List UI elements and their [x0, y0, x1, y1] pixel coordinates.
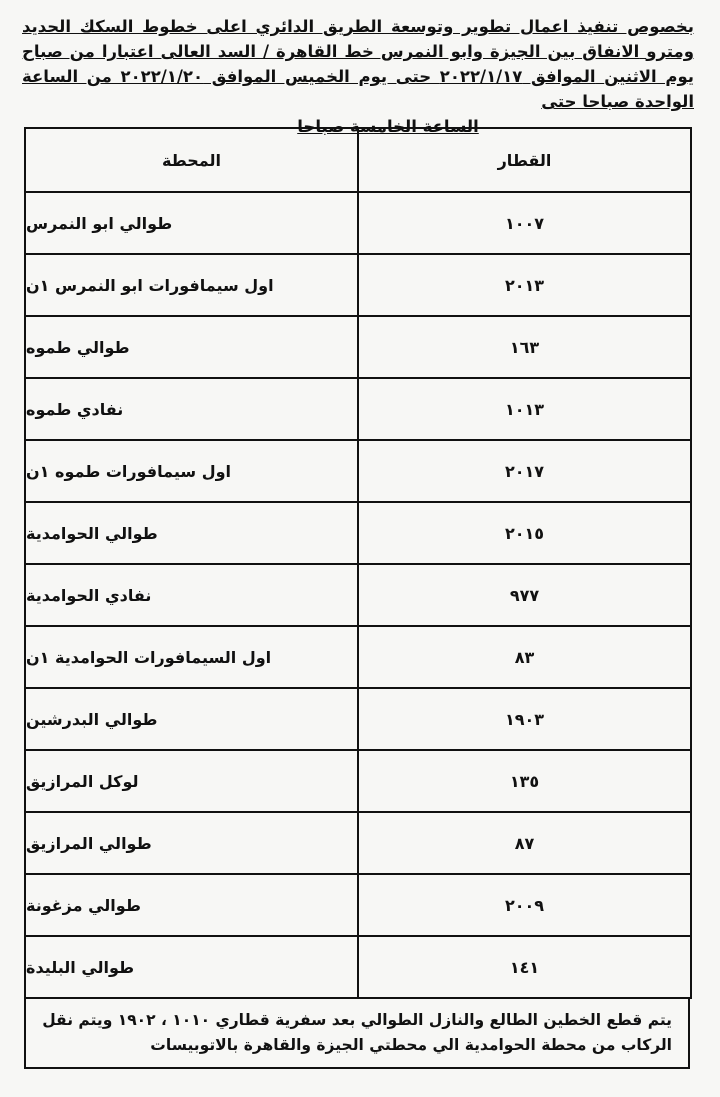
station-name [25, 626, 358, 688]
train-schedule-table [24, 127, 692, 999]
table-row [25, 936, 691, 998]
station-label: طوالي المرازيق [26, 833, 152, 853]
table-row [25, 192, 691, 254]
station-label: اول سيمافورات طموه ١ن [26, 461, 231, 481]
train-number: ١٩٠٣ [358, 688, 691, 750]
table-row [25, 564, 691, 626]
header-line-2: الانفاق بين الجيزة وابو النمرس خط القاهرة / السد العالى اعتبارا من صباح يوم الاثنين [22, 42, 694, 86]
station-name [25, 502, 358, 564]
train-number: ٨٣ [358, 626, 691, 688]
header-line-3: الموافق ٢٠٢٢/١/١٧ حتى يوم الخميس الموافق ٢٠٢٢/١/٢٠ من الساعة الواحدة صباحا حتى [22, 67, 694, 111]
station-label: طوالي مزغونة [26, 895, 141, 915]
train-number: ٢٠١٧ [358, 440, 691, 502]
train-number: ٢٠١٥ [358, 502, 691, 564]
station-name [25, 936, 358, 998]
train-number: ١٠١٣ [358, 378, 691, 440]
train-number: ٢٠١٣ [358, 254, 691, 316]
station-name [25, 440, 358, 502]
station-name [25, 750, 358, 812]
station-label: نفادي الحوامدية [26, 585, 152, 605]
train-number: ٨٧ [358, 812, 691, 874]
table-row [25, 750, 691, 812]
footnote-box [24, 998, 690, 1069]
station-name [25, 564, 358, 626]
footnote-line-2: الركاب من محطة الحوامدية الي محطتي الجيزة والقاهرة بالاتوبيسات [150, 1036, 672, 1054]
table-row [25, 440, 691, 502]
table-row [25, 502, 691, 564]
station-name [25, 316, 358, 378]
train-number: ١٣٥ [358, 750, 691, 812]
station-label: اول السيمافورات الحوامدية ١ن [26, 647, 272, 667]
station-name [25, 254, 358, 316]
table-row [25, 316, 691, 378]
train-number: ٢٠٠٩ [358, 874, 691, 936]
table-row [25, 254, 691, 316]
station-name [25, 688, 358, 750]
footnote-line-1: يتم قطع الخطين الطالع والنازل الطوالي بعد سفرية قطاري ١٠١٠ ، ١٩٠٢ ويتم نقل [42, 1011, 672, 1029]
table-row [25, 626, 691, 688]
train-number: ١٤١ [358, 936, 691, 998]
station-label: طوالي البدرشين [26, 709, 158, 729]
header-line-4: الساعة الخامسة صباحا [297, 117, 479, 136]
train-number: ١٦٣ [358, 316, 691, 378]
table-row [25, 874, 691, 936]
table-row [25, 688, 691, 750]
station-name [25, 378, 358, 440]
station-label: اول سيمافورات ابو النمرس ١ن [26, 275, 274, 295]
station-label: طوالي ابو النمرس [26, 213, 173, 233]
table-row [25, 378, 691, 440]
table-header-row [25, 128, 691, 192]
station-label: لوكل المرازيق [26, 771, 139, 791]
header-line-1: بخصوص تنفيذ اعمال تطوير وتوسعة الطريق الدائري اعلى خطوط السكك الحديد ومترو [22, 17, 694, 61]
station-name [25, 812, 358, 874]
station-label: طوالي الحوامدية [26, 523, 158, 543]
station-label: طوالي طموه [26, 337, 130, 357]
table-row [25, 812, 691, 874]
notice-header [22, 14, 694, 139]
station-label: طوالي البليدة [26, 957, 135, 977]
column-header-train: القطار [358, 128, 691, 192]
station-name [25, 874, 358, 936]
train-number: ٩٧٧ [358, 564, 691, 626]
train-number: ١٠٠٧ [358, 192, 691, 254]
station-name [25, 192, 358, 254]
station-label: نفادي طموه [26, 399, 124, 419]
column-header-station: المحطة [25, 128, 358, 192]
